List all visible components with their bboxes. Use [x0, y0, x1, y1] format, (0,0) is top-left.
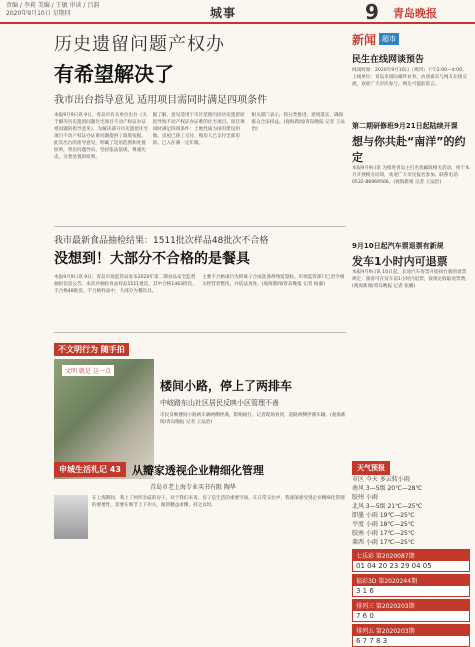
xinwen-tag: 超市 — [379, 33, 399, 45]
weather-row: 市区 今天 多云转小雨 — [352, 476, 410, 483]
weather-title: 天气预报 — [352, 461, 390, 475]
story3-text: 市民反映楼间小路被车辆两侧停满，影响通行。记者现场看到，道路两侧停满车辆。(观海新闻/青岛晚报 记者 王法治) — [160, 413, 346, 425]
sidebar-t4: 9月10日起汽车票退票有新规 — [352, 242, 444, 250]
section-title: 城事 — [210, 6, 237, 20]
weather-box — [352, 455, 470, 647]
weather-row: 南风 3—5级 20℃—28℃ — [352, 485, 423, 492]
lottery-numbers: 7 6 0 — [356, 612, 374, 620]
story1-subhead: 我市出台指导意见 适用项目需同时满足四项条件 — [54, 95, 268, 106]
news-supermarket-banner — [352, 30, 470, 48]
lottery-numbers: 01 04 20 23 29 04 05 — [356, 562, 432, 570]
author-photo — [54, 495, 88, 539]
weather-row: 胶南 小雨 17℃—25℃ — [352, 530, 415, 537]
sidebar-t3-text: 本报9月9日讯 为推进青岛主打名优邮政相关活动，将于本月开展相关培训，欢迎广大市民报名参加。联系电话：0532-86969566。(观海新闻 记者 王法治) — [352, 166, 470, 185]
divider — [54, 226, 346, 227]
sidebar-t5-text: 本报9月9日讯 10日起，长途汽车客票开始执行新的退票规定：旅客可在发车前1小时内退票，按规定收取退票费。(观海新闻/青岛晚报 记者 张璐) — [352, 270, 470, 289]
story2-col2: 主要不合格项目为阴离子合成洗涤剂残留超标。市场监管部门已责令相关经营者整改，并依法查处。(观海新闻/青岛晚报 记者 杨谦) — [202, 275, 345, 287]
sidebar-t1: 民生在线网谈预告 — [352, 55, 425, 65]
story2-col1: 本报9月9日讯 9日，青岛市场监管局发布2020年第二期食品安全监督抽检信息公告。本次共抽检食品样品1511批次，其中合格1463批次，不合格48批次。不合格样品中，大部分为餐饮具。 — [54, 275, 197, 294]
column-text: 在上海期间，我上了两所亲戚的房子。对于我们来说，房子是生活的重要空间。在日常交往中，我深深感受到企业精细化管理的重要性，需要在细节上下功夫，做到精益求精、持之以恒。 — [92, 496, 345, 508]
story3-headline: 楼间小路，停上了两排车 — [160, 379, 293, 393]
page-number: 9 — [365, 0, 379, 24]
story2-kicker: 我市最新食品抽检结果：1511批次样品48批次不合格 — [54, 236, 269, 246]
weather-row: 北风 3—5级 21℃—25℃ — [352, 503, 423, 510]
page-header — [0, 0, 475, 24]
story3-photo-caption: 文明 就是 这一点 — [62, 365, 114, 376]
weather-row: 莱西 小雨 17℃—25℃ — [352, 539, 415, 546]
lottery-item — [352, 599, 470, 622]
story1-col3: 相关部门表示，将分类推进、逐项落实，确保群众合法权益。(观海新闻/青岛晚报 记者 王法治) — [251, 113, 345, 132]
column-title: 从瓣家透视企业精细化管理 — [131, 464, 264, 477]
lottery-item — [352, 574, 470, 597]
column-badge: 申城生活札记 43 — [54, 462, 126, 477]
story1-kicker: 历史遗留问题产权办 — [54, 34, 225, 55]
lottery-name: 福彩3D 第2020244期 — [353, 575, 469, 586]
story1-headline: 有希望解决了 — [54, 62, 174, 86]
column-author: 青岛市老上海专业买书有限 陶华 — [150, 484, 236, 491]
weather-row: 即墨 小雨 19℃—25℃ — [352, 512, 415, 519]
weather-row: 平度 小雨 18℃—25℃ — [352, 521, 415, 528]
sidebar-t2: 第二期研修班9月21日起陆续开课 — [352, 122, 458, 130]
header-meta — [6, 2, 99, 18]
xinwen-label: 新闻 — [352, 32, 377, 47]
divider — [54, 332, 346, 333]
story1-col1: 本报9月9日讯 9日，青岛市有关单位出台《关于解决历史遗留问题住宅项目不动产权证办证难问题的指导意见》，为解决部分历史遗留住宅项目不动产权证办证难问题提供了政策依据。此次出台的指导意见，明确了适用范围和处置原则，突出问题导向，坚持依法依规、尊重历史、分类处置的原则。 — [54, 113, 149, 160]
lottery-item — [352, 624, 470, 647]
lottery-numbers: 6 7 7 8 3 — [356, 637, 388, 645]
sidebar-t5: 发车1小时内可退票 — [352, 255, 448, 268]
sidebar-t1-text: 网谈时间：2020年9月10日（周四）下午2:00—4:00。上线单位：青岛市国际邮件业务，访谈嘉宾与网友在线交流，欢迎广大市民参与。网友可提前留言。 — [352, 68, 467, 87]
weather-row: 胶州 小雨 — [352, 494, 378, 501]
newspaper-logo: 青岛晚报 — [393, 7, 437, 20]
lottery-item — [352, 549, 470, 572]
story1-col2: 据了解，意见适用于市区范围内因历史遗留原因导致不动产权证办证难的住宅项目。项目须同时满足四项条件：土地性质为国有建设用地、房屋已竣工交付、购房人已支付全部房款、已入住满一定年限。 — [152, 113, 245, 146]
lottery-name: 排列三 第2020203期 — [353, 600, 469, 611]
story2-headline: 没想到！大部分不合格的是餐具 — [54, 251, 250, 267]
story3-subhead: 中岐路东山社区居民反映小区管理不善 — [160, 399, 279, 407]
lottery-list — [352, 549, 470, 647]
lottery-numbers: 3 1 6 — [356, 587, 374, 595]
editor-line: 责编 / 李莉 美编 / 王敏 审读 / 吕韵 — [6, 2, 100, 9]
sidebar-t3: 想与你共赴“南洋”的约定 — [352, 135, 466, 164]
lottery-name: 七乐彩 第2020087期 — [353, 550, 469, 561]
lottery-name: 排列五 第2020203期 — [353, 625, 469, 636]
weather-list — [352, 475, 470, 547]
story3-stamp: 不文明行为 随手拍 — [54, 343, 129, 356]
date-line: 2020年9月10日 星期四 — [6, 10, 71, 17]
